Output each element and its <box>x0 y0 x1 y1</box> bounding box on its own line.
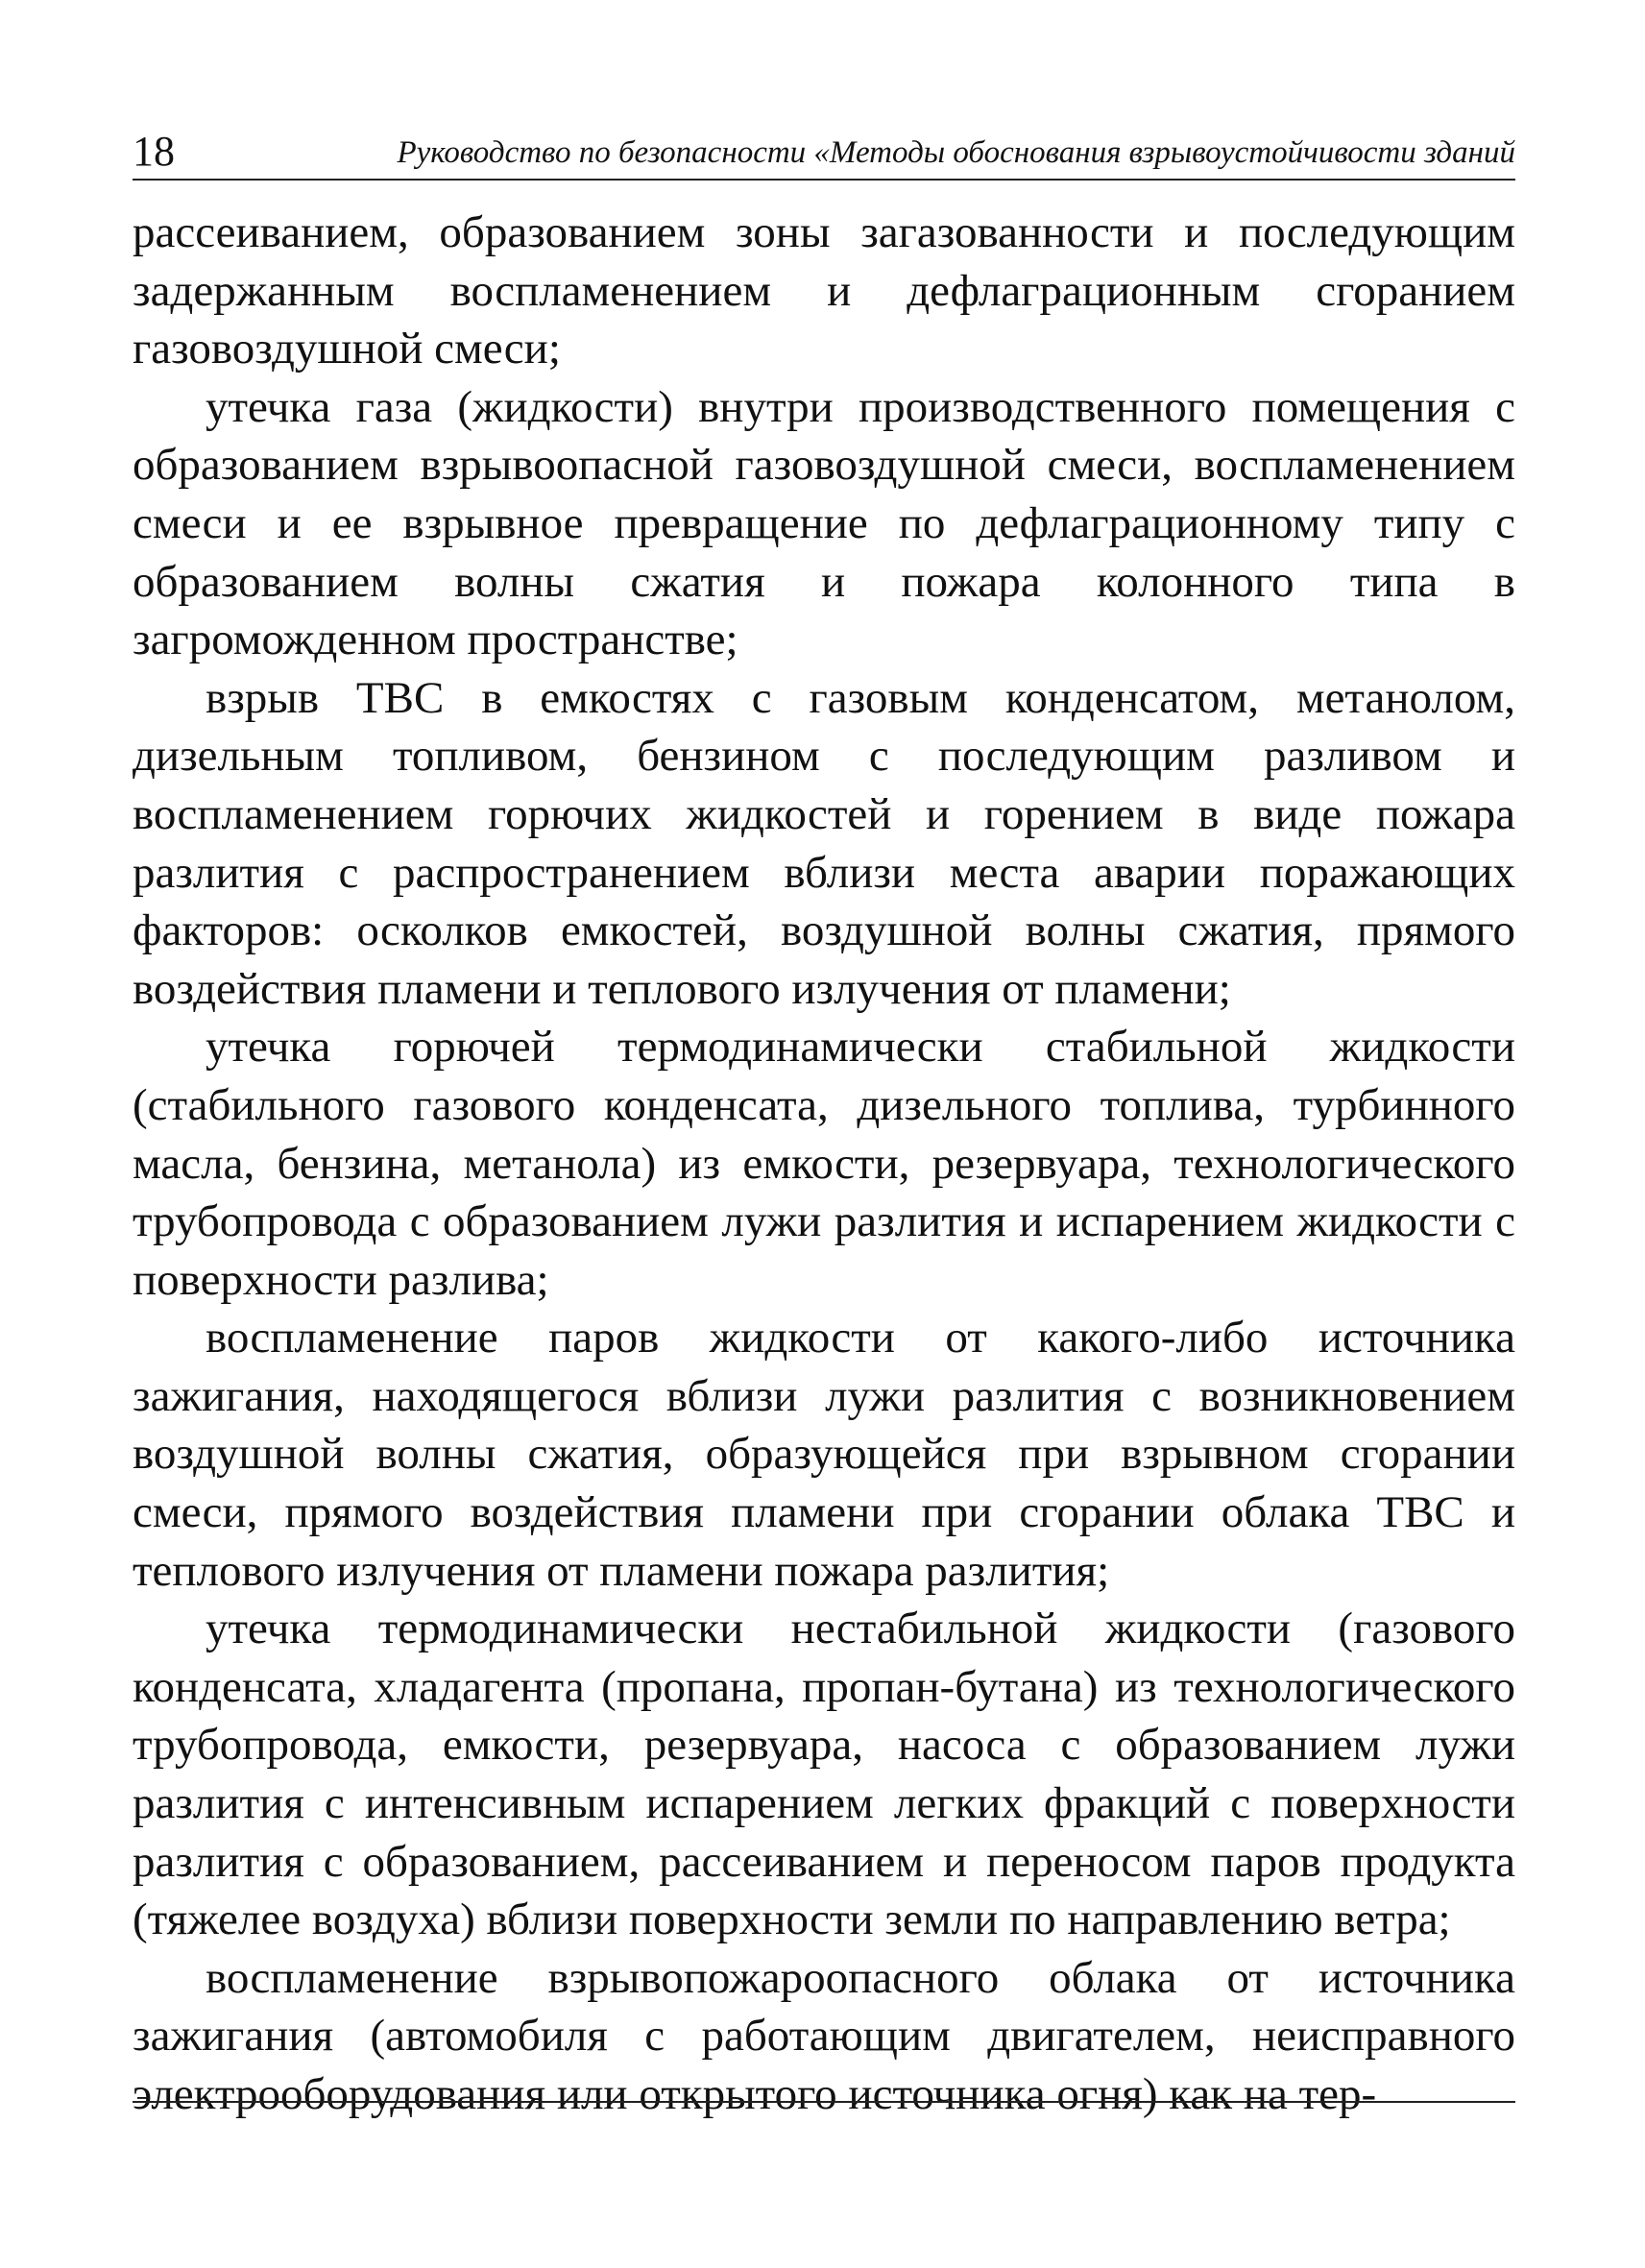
page-number: 18 <box>133 128 175 175</box>
paragraph-continuation: рассеиванием, образованием зоны загазованности и последующим задержанным воспламенением и дефлаграционным сгоранием газовоздушной смеси; <box>133 207 1515 374</box>
paragraph: утечка горючей термодинамически стабильной жидкости (стабильного газового конденсата, дизельного топлива, турбинного масла, бензина, метанола) из емкости, резервуара, технологического трубопровода с образованием лужи разлития и испарением жидкости с поверхности разлива; <box>133 1022 1515 1305</box>
paragraph: воспламенение взрывопожароопасного облака от источника зажигания (автомобиля с работающим двигателем, неисправного электрооборудования или открытого источника огня) как на тер- <box>133 1952 1515 2119</box>
running-title: Руководство по безопасности «Методы обоснования взрывоустойчивости зданий <box>397 135 1515 170</box>
footer-rule <box>133 2101 1515 2103</box>
paragraph: утечка термодинамически нестабильной жидкости (газового конденсата, хладагента (пропана, пропан-бутана) из технологического трубопровода, емкости, резервуара, насоса с образованием лужи разлития с интенсивным испарением легких фракций с поверхности разлития с образованием, рассеиванием и переносом паров продукта (тяжелее воздуха) вблизи поверхности земли по направлению ветра; <box>133 1604 1515 1945</box>
paragraph: взрыв ТВС в емкостях с газовым конденсатом, метанолом, дизельным топливом, бензином с последующим разливом и воспламенением горючих жидкостей и горением в виде пожара разлития с распространением вблизи места аварии поражающих факторов: осколков емкостей, воздушной волны сжатия, прямого воздействия пламени и теплового излучения от пламени; <box>133 672 1515 1014</box>
body-text <box>133 204 1515 2124</box>
paragraph: утечка газа (жидкости) внутри производственного помещения с образованием взрывоопасной газовоздушной смеси, воспламенением смеси и ее взрывное превращение по дефлаграционному типу с образованием волны сжатия и пожара колонного типа в загроможденном пространстве; <box>133 381 1515 665</box>
paragraph: воспламенение паров жидкости от какого-либо источника зажигания, находящегося вблизи лужи разлития с возникновением воздушной волны сжатия, образующейся при взрывном сгорании смеси, прямого воздействия пламени при сгорании облака ТВС и теплового излучения от пламени пожара разлития; <box>133 1313 1515 1596</box>
page-header <box>133 125 1515 181</box>
